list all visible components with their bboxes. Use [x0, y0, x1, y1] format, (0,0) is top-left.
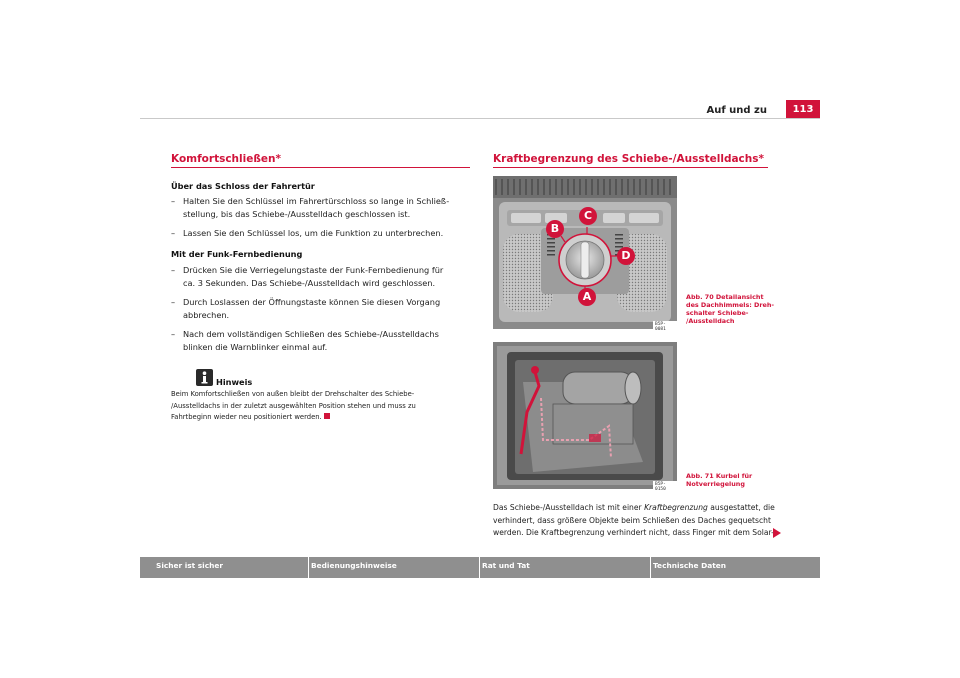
footer-tab-rat-und-tat[interactable]: Rat und Tat — [482, 561, 530, 570]
list-item: – Durch Loslassen der Öffnungstaste können Sie diesen Vorgang abbrechen. — [171, 297, 441, 320]
section-heading-rule — [171, 167, 470, 168]
running-header-title: Auf und zu — [706, 105, 767, 116]
callout-c: C — [583, 209, 593, 222]
footer-divider — [650, 557, 651, 578]
callout-d: D — [621, 249, 631, 262]
callout-a: A — [582, 290, 592, 303]
header-rule — [140, 118, 820, 119]
page-number: 113 — [786, 100, 820, 119]
figure-code: B5P-0081 — [653, 321, 677, 333]
footer-tab-sicher[interactable]: Sicher ist sicher — [156, 561, 223, 570]
figure-71-caption: Abb. 71 Kurbel für Notverriegelung — [686, 472, 753, 488]
figure-70-caption: Abb. 70 Detailansicht des Dachhimmels: Dreh- schalter Schiebe- /Ausstelldach — [686, 293, 775, 325]
list-item: – Lassen Sie den Schlüssel los, um die Funktion zu unterbrechen. — [171, 228, 444, 238]
list-dash: – — [171, 297, 176, 307]
subheading-fahrertuer: Über das Schloss der Fahrertür — [171, 181, 315, 191]
footer-divider — [479, 557, 480, 578]
callout-b: B — [550, 222, 560, 235]
footer-divider — [308, 557, 309, 578]
footer-bar — [140, 557, 820, 578]
list-dash: – — [171, 329, 176, 339]
end-of-section-marker — [324, 413, 330, 419]
next-page-arrow-icon[interactable] — [773, 528, 781, 538]
note-info-icon — [196, 369, 213, 386]
subheading-funk-fernbedienung: Mit der Funk-Fernbedienung — [171, 249, 303, 259]
section-heading-kraftbegrenzung: Kraftbegrenzung des Schiebe-/Ausstelldachs* — [493, 153, 764, 165]
list-dash: – — [171, 196, 176, 206]
footer-tab-bedienung[interactable]: Bedienungshinweise — [311, 561, 397, 570]
body-paragraph: Das Schiebe-/Ausstelldach ist mit einer Kraftbegrenzung ausgestattet, die verhindert, dass größere Objekte beim Schließen des Daches gequetscht werden. Die Kraftbegrenzung verhindert nicht, dass Finger mit dem Solar- — [493, 503, 775, 537]
note-body: Beim Komfortschließen von außen bleibt der Drehschalter des Schiebe- /Ausstelldachs in der zuletzt ausgewählten Position stehen und muss zu Fahrtbeginn wieder neu positioniert werden. — [171, 390, 416, 421]
figure-71-emergency-crank — [493, 342, 677, 492]
list-dash: – — [171, 228, 176, 238]
figure-code: B5P-0150 — [653, 481, 677, 493]
list-item: – Nach dem vollständigen Schließen des Schiebe-/Ausstelldachs blinken die Warnblinker einmal auf. — [171, 329, 439, 352]
section-heading-rule — [493, 167, 768, 168]
section-heading-komfortschliessen: Komfortschließen* — [171, 153, 281, 165]
note-title: Hinweis — [216, 377, 253, 387]
figure-70-roof-console — [493, 176, 677, 332]
footer-tab-technische-daten[interactable]: Technische Daten — [653, 561, 727, 570]
list-dash: – — [171, 265, 176, 275]
list-item: – Drücken Sie die Verriegelungstaste der Funk-Fernbedienung für ca. 3 Sekunden. Das Schiebe-/Ausstelldach wird geschlossen. — [171, 265, 444, 288]
list-item: – Halten Sie den Schlüssel im Fahrertürschloss so lange in Schließ- stellung, bis das Schiebe-/Ausstelldach geschlossen ist. — [171, 196, 450, 219]
